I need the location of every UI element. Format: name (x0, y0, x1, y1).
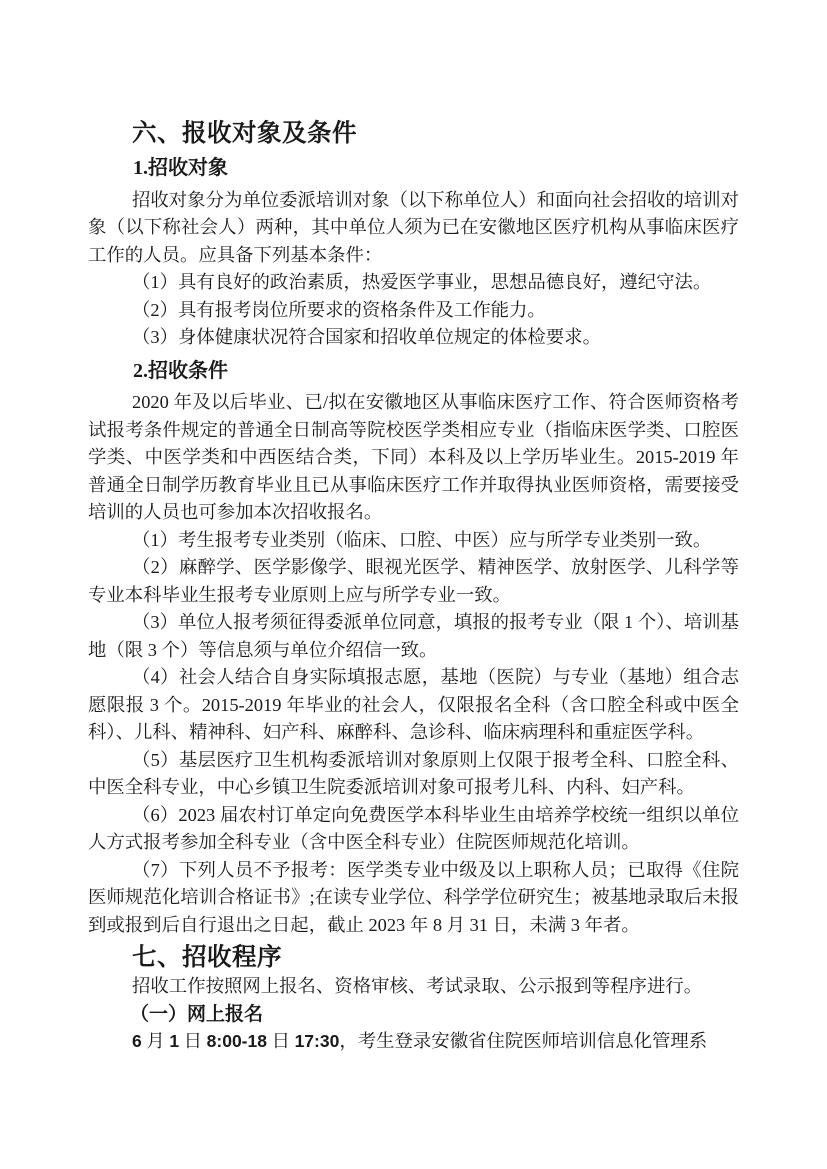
numeric-text-run: 8:00-18 (206, 1031, 267, 1051)
text-run: 日 (266, 1031, 295, 1051)
criteria-item-6: （6）2023 届农村订单定向免费医学本科毕业生由培养学校统一组织以单位人方式报考参加全科专业（含中医全科专业）住院医师规范化培训。 (88, 804, 739, 852)
numeric-text-run: 1 (169, 1031, 180, 1051)
criteria-item-2: （2）麻醉学、医学影像学、眼视光医学、精神医学、放射医学、儿科学等专业本科毕业生报考专业原则上应与所学专业一致。 (88, 557, 739, 605)
basic-condition-item-2: （2）具有报考岗位所要求的资格条件及工作能力。 (132, 299, 546, 320)
basic-condition-item-3: （3）身体健康状况符合国家和招收单位规定的体检要求。 (132, 327, 601, 347)
procedure-intro-paragraph: 招收工作按照网上报名、资格审核、考试录取、公示报到等程序进行。 (132, 976, 703, 996)
basic-condition-item-1: （1）具有良好的政治素质，热爱医学事业，思想品德良好，遵纪守法。 (132, 272, 712, 292)
criteria-item-7: （7）下列人员不予报考：医学类专业中级及以上职称人员；已取得《住院医师规范化培训合格证书》;在读专业学位、科学学位研究生；被基地录取后未报到或报到后自行退出之日起，截止 2023 年 8 月 31 日，未满 3 年者。 (88, 859, 739, 935)
section-seven-title: 七、招收程序 (132, 944, 282, 971)
criteria-item-5: （5）基层医疗卫生机构委派培训对象原则上仅限于报考全科、口腔全科、中医全科专业，中心乡镇卫生院委派培训对象可报考儿科、内科、妇产科。 (88, 749, 739, 797)
section-six-title: 六、报收对象及条件 (132, 120, 357, 147)
text-run: 月 (141, 1031, 170, 1051)
heading-recruit-criteria: 2.招收条件 (133, 359, 228, 382)
text-run: ，考生登录安徽省住院医师培训信息化管理系 (339, 1031, 708, 1051)
numeric-text-run: 17:30 (294, 1031, 340, 1051)
heading-recruit-target: 1.招收对象 (133, 157, 228, 179)
criteria-item-4: （4）社会人结合自身实际填报志愿，基地（医院）与专业（基地）组合志愿限报 3 个。2015-2019 年毕业的社会人，仅限报名全科（含口腔全科或中医全科）、儿科、精神科、妇产科、麻醉科、急诊科、临床病理科和重症医学科。 (88, 667, 739, 742)
numeric-text-run: 6 (132, 1031, 142, 1051)
text-run: 日 (179, 1031, 207, 1051)
heading-online-registration: （一）网上报名 (130, 1003, 264, 1025)
criteria-item-3: （3）单位人报考须征得委派单位同意，填报的报考专业（限 1 个）、培训基地（限 3 个）等信息须与单位介绍信一致。 (88, 612, 739, 660)
registration-time-paragraph (88, 1028, 739, 1056)
recruit-criteria-intro-paragraph: 2020 年及以后毕业、已/拟在安徽地区从事临床医疗工作、符合医师资格考试报考条件规定的普通全日制高等院校医学类相应专业（指临床医学类、口腔医学类、中医学类和中西医结合类，下同）本科及以上学历毕业生。2015-2019 年普通全日制学历教育毕业且已从事临床医疗工作并取得执业医师资格，需要接受培训的人员也可参加本次招收报名。 (88, 392, 739, 522)
recruit-target-intro-paragraph: 招收对象分为单位委派培训对象（以下称单位人）和面向社会招收的培训对象（以下称社会人）两种，其中单位人须为已在安徽地区医疗机构从事临床医疗工作的人员。应具备下列基本条件： (88, 189, 739, 265)
criteria-item-1: （1）考生报考专业类别（临床、口腔、中医）应与所学专业类别一致。 (132, 529, 712, 550)
